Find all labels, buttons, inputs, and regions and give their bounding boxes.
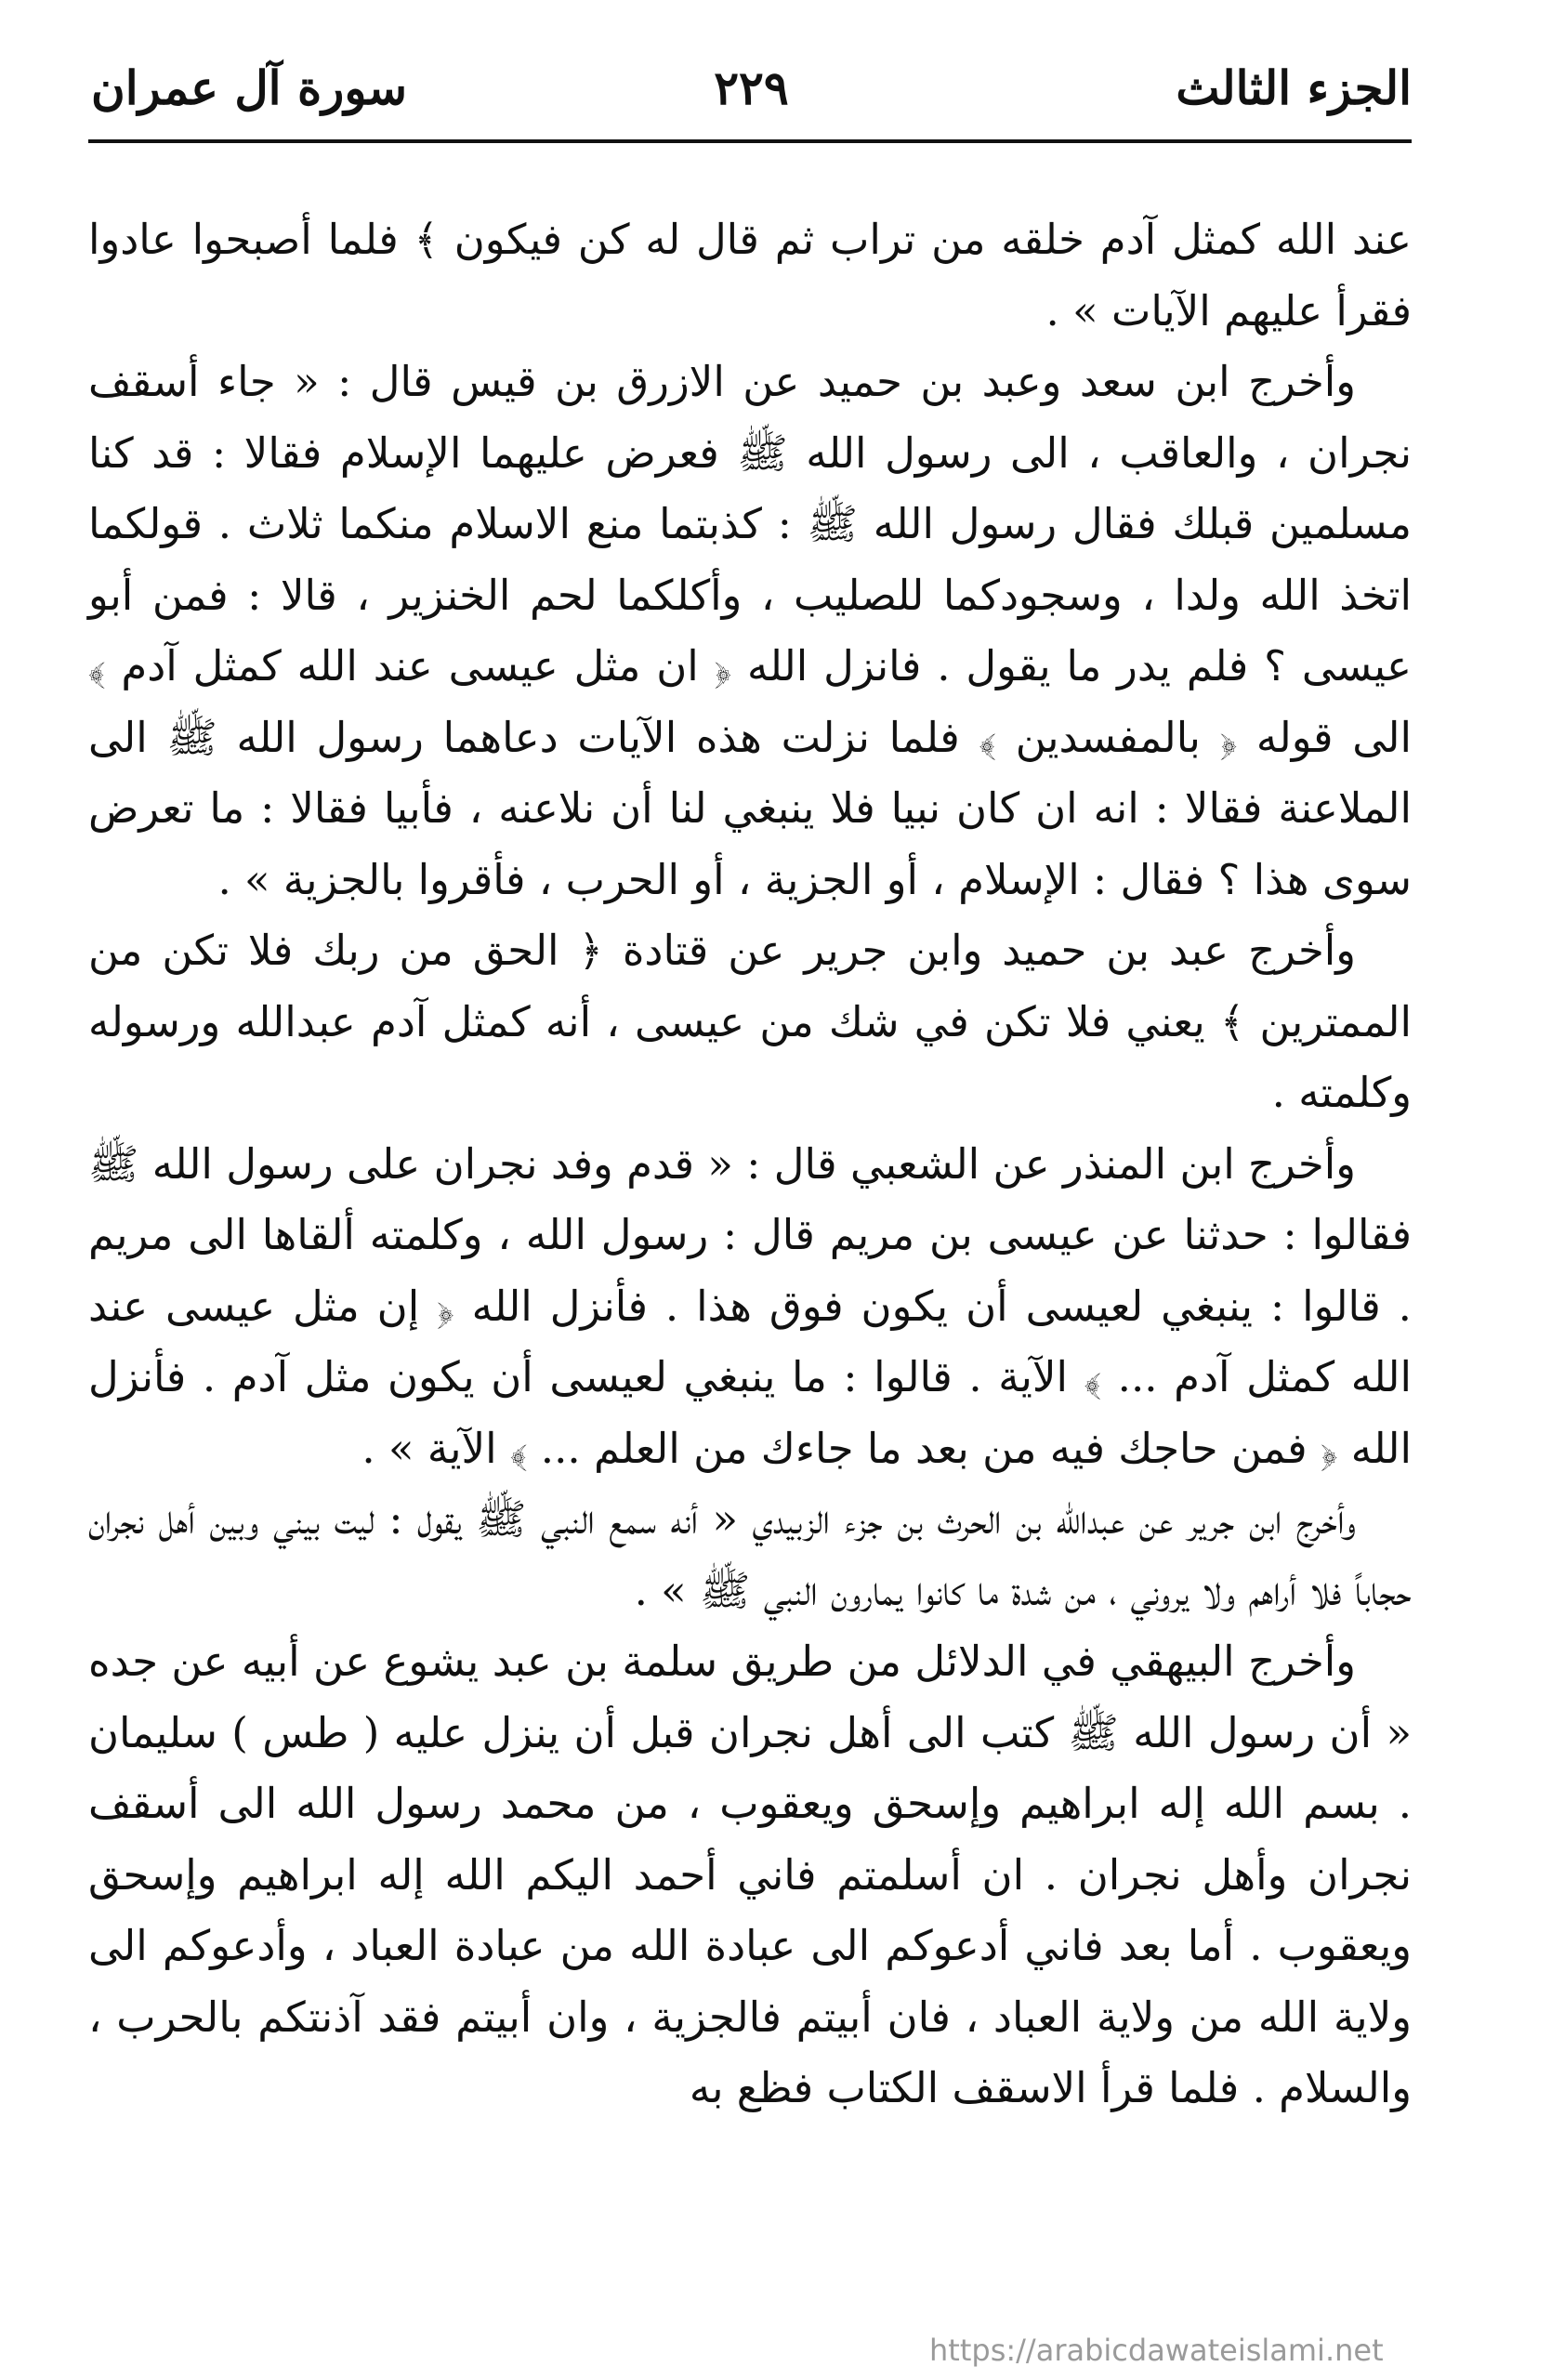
part-title: الجزء الثالث [1176, 60, 1412, 115]
page-body [88, 204, 1412, 2124]
paragraph: وأخرج ابن جرير عن عبدالله بن الحرث بن جزء الزبيدي « أنه سمع النبي ﷺ يقول : ليت بيني وبين أهل نجران حجاباً فلا أراهم ولا يروني ، من شدة ما كانوا يمارون النبي ﷺ » . [88, 1494, 1412, 1615]
paragraph: وأخرج ابن سعد وعبد بن حميد عن الازرق بن قيس قال : « جاء أسقف نجران ، والعاقب ، الى رسول الله ﷺ فعرض عليهما الإسلام فقالا : قد كنا مسلمين قبلك فقال رسول الله ﷺ : كذبتما منع الاسلام منكما ثلاث . قولكما اتخذ الله ولدا ، وسجودكما للصليب ، وأكلكما لحم الخنزير ، قالا : فمن أبو عيسى ؟ فلم يدر ما يقول . فانزل الله ﴿ ان مثل عيسى عند الله كمثل آدم ﴾ الى قوله ﴿ بالمفسدين ﴾ فلما نزلت هذه الآيات دعاهما رسول الله ﷺ الى الملاعنة فقالا : انه ان كان نبيا فلا ينبغي لنا أن نلاعنه ، فأبيا فقالا : ما تعرض سوى هذا ؟ فقال : الإسلام ، أو الجزية ، أو الحرب ، فأقروا بالجزية » . [88, 357, 1412, 904]
page-number: ٢٢٩ [714, 60, 789, 115]
header-rule [88, 139, 1412, 143]
watermark-url: https://arabicdawateislami.net [929, 2333, 1384, 2368]
paragraph: وأخرج البيهقي في الدلائل من طريق سلمة بن عبد يشوع عن أبيه عن جده « أن رسول الله ﷺ كتب الى أهل نجران قبل أن ينزل عليه ( طس ) سليمان . بسم الله إله ابراهيم وإسحق ويعقوب ، من محمد رسول الله الى أسقف نجران وأهل نجران . ان أسلمتم فاني أحمد اليكم الله إله ابراهيم وإسحق ويعقوب . أما بعد فاني أدعوكم الى عبادة الله من عبادة العباد ، وأدعوكم الى ولاية الله من ولاية العباد ، فان أبيتم فالجزية ، وان أبيتم فقد آذنتكم بالحرب ، والسلام . فلما قرأ الاسقف الكتاب فظع به [88, 1637, 1412, 2112]
paragraph: عند الله كمثل آدم خلقه من تراب ثم قال له كن فيكون ﴾ فلما أصبحوا عادوا فقرأ عليهم الآيات » . [88, 215, 1412, 335]
paragraph: وأخرج ابن المنذر عن الشعبي قال : « قدم وفد نجران على رسول الله ﷺ فقالوا : حدثنا عن عيسى بن مريم قال : رسول الله ، وكلمته ألقاها الى مريم . قالوا : ينبغي لعيسى أن يكون فوق هذا . فأنزل الله ﴿ إن مثل عيسى عند الله كمثل آدم ... ﴾ الآية . قالوا : ما ينبغي لعيسى أن يكون مثل آدم . فأنزل الله ﴿ فمن حاجك فيه من بعد ما جاءك من العلم ... ﴾ الآية » . [88, 1138, 1412, 1473]
page-header [91, 51, 1412, 135]
surah-title: سورة آل عمران [91, 60, 408, 115]
paragraph: وأخرج عبد بن حميد وابن جرير عن قتادة ﴿ الحق من ربك فلا تكن من الممترين ﴾ يعني فلا تكن في شك من عيسى ، أنه كمثل آدم عبدالله ورسوله وكلمته . [88, 926, 1412, 1117]
